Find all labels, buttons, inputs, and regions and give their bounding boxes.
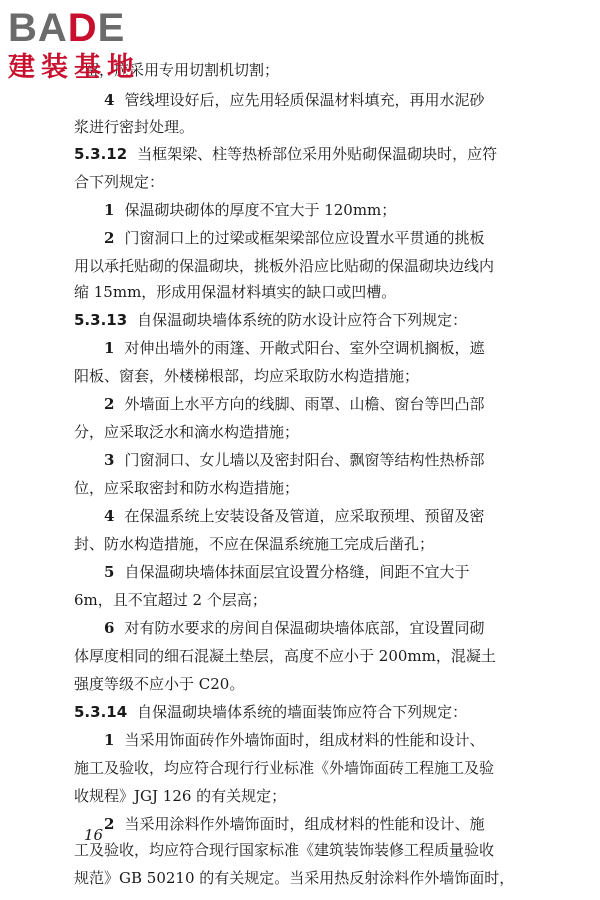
item-number: 1 — [104, 731, 115, 749]
item-number: 6 — [104, 619, 115, 637]
line-text: 分，应采取泛水和滴水构造措施； — [74, 423, 300, 441]
text-line — [74, 422, 299, 442]
line-text: 施工及验收，均应符合现行行业标准《外墙饰面砖工程施工及验 — [74, 759, 495, 777]
line-text: 6m，且不宜超过 2 个层高； — [74, 591, 267, 609]
text-line — [104, 450, 484, 470]
text-line — [74, 758, 494, 778]
item-number: 2 — [104, 395, 115, 413]
line-text: 保温砌块砌体的厚度不宜大于 120mm； — [124, 201, 397, 219]
item-number: 1 — [104, 339, 115, 357]
text-line — [74, 172, 164, 192]
line-text: 位，应采取密封和防水构造措施； — [74, 479, 300, 497]
section-number: 5.3.13 — [74, 311, 128, 329]
text-line — [74, 590, 267, 610]
text-line — [74, 282, 396, 302]
item-number: 4 — [104, 91, 115, 109]
text-line — [104, 338, 484, 358]
line-text: 阳板、窗套，外楼梯根部，均应采取防水构造措施； — [74, 367, 420, 385]
line-text: 收规程》JGJ 126 的有关规定； — [74, 787, 287, 805]
text-line — [104, 394, 484, 414]
item-number: 1 — [104, 201, 115, 219]
line-text: 当采用饰面砖作外墙饰面时，组成材料的性能和设计、 — [124, 731, 485, 749]
item-number: 2 — [104, 229, 115, 247]
line-text: 当采用涂料作外墙饰面时，组成材料的性能和设计、施 — [124, 815, 485, 833]
logo-part-a: BA — [8, 6, 68, 50]
line-text: 对伸出墙外的雨篷、开敞式阳台、室外空调机搁板，遮 — [124, 339, 485, 357]
line-text: 强度等级不应小于 C20。 — [74, 675, 245, 693]
logo-part-b: D — [67, 6, 98, 50]
text-line — [74, 840, 494, 860]
line-text: 工及验收，均应符合现行国家标准《建筑装饰装修工程质量验收 — [74, 841, 495, 859]
line-text: 合下列规定： — [74, 173, 165, 191]
text-line — [74, 786, 286, 806]
item-number: 2 — [104, 815, 115, 833]
text-line — [104, 506, 484, 526]
line-text: 对有防水要求的房间自保温砌块墙体底部，宜设置同砌 — [124, 619, 485, 637]
item-number: 5 — [104, 563, 115, 581]
logo-wordmark — [8, 6, 178, 50]
text-line — [74, 674, 244, 694]
brand-logo — [8, 6, 178, 96]
line-text: 自保温砌块墙体抹面层宜设置分格缝，间距不宜大于 — [124, 563, 470, 581]
item-number: 4 — [104, 507, 115, 525]
text-line — [104, 228, 484, 248]
line-text: 在保温系统上安装设备及管道，应采取预埋、预留及密 — [124, 507, 485, 525]
text-line — [104, 618, 484, 638]
text-line — [74, 478, 299, 498]
line-text: 自保温砌块墙体系统的防水设计应符合下列规定： — [137, 311, 468, 329]
text-line — [104, 730, 484, 750]
text-line — [74, 868, 514, 888]
line-text: 外墙面上水平方向的线脚、雨罩、山檐、窗台等凹凸部 — [124, 395, 485, 413]
text-line — [104, 562, 469, 582]
text-line — [74, 256, 494, 276]
logo-chinese: 建装基地 — [8, 52, 140, 83]
text-line — [74, 534, 434, 554]
line-text: 用以承托贴砌的保温砌块，挑板外沿应比贴砌的保温砌块边线内 — [74, 257, 495, 275]
line-text: 留，应采用专用切割机切割； — [84, 61, 280, 79]
text-line — [74, 702, 467, 722]
text-line — [74, 310, 467, 330]
section-number: 5.3.12 — [74, 145, 128, 163]
line-text: 规范》GB 50210 的有关规定。当采用热反射涂料作外墙饰面时， — [74, 869, 515, 887]
item-number: 3 — [104, 451, 115, 469]
text-line — [104, 200, 396, 220]
line-text: 管线埋设好后，应先用轻质保温材料填充，再用水泥砂 — [124, 91, 485, 109]
text-line — [74, 117, 194, 137]
line-text: 浆进行密封处理。 — [74, 118, 195, 136]
line-text: 封、防水构造措施，不应在保温系统施工完成后凿孔； — [74, 535, 435, 553]
line-text: 门窗洞口、女儿墙以及密封阳台、飘窗等结构性热桥部 — [124, 451, 485, 469]
logo-part-c: E — [97, 6, 126, 50]
text-line — [74, 144, 497, 164]
text-line — [104, 814, 484, 834]
line-text: 体厚度相同的细石混凝土垫层，高度不应小于 200mm，混凝土 — [74, 647, 496, 665]
section-number: 5.3.14 — [74, 703, 128, 721]
line-text: 当框架梁、柱等热桥部位采用外贴砌保温砌块时，应符 — [137, 145, 498, 163]
text-line — [74, 366, 419, 386]
line-text: 自保温砌块墙体系统的墙面装饰应符合下列规定： — [137, 703, 468, 721]
line-text: 门窗洞口上的过梁或框架梁部位应设置水平贯通的挑板 — [124, 229, 485, 247]
page-number: 16 — [84, 826, 104, 844]
text-line — [74, 646, 496, 666]
line-text: 缩 15mm，形成用保温材料填实的缺口或凹槽。 — [74, 283, 397, 301]
